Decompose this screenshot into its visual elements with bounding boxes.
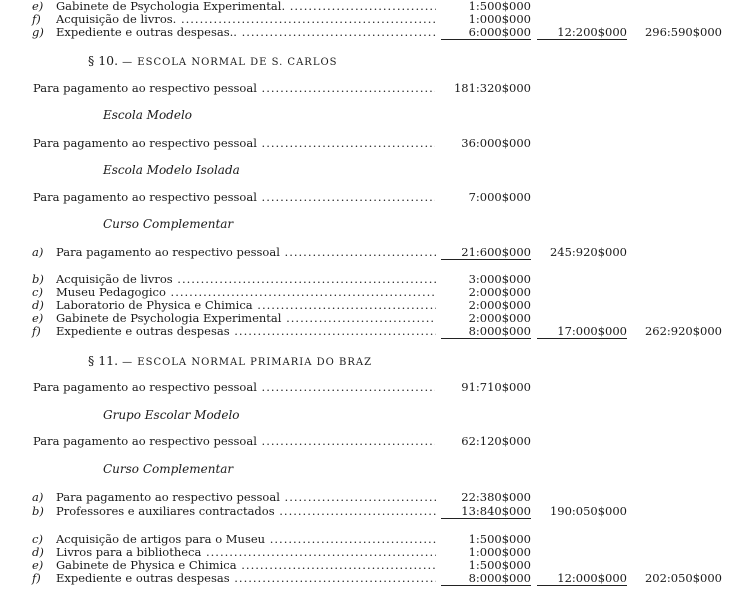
item-amount: 6:000$000 [441,25,531,40]
item-label: Livros para a bibliotheca ..... [56,545,436,559]
section-total: 262:920$000 [644,324,722,338]
item-amount: 62:120$000 [461,434,531,448]
item-label: Para pagamento ao respectivo pessoal ..... [33,136,435,150]
s10-isolada-row [0,190,747,204]
item-amount: 1:500$000 [468,558,531,572]
item-label: Professores e auxiliares contractados ..... [56,504,436,518]
s11-item-d [0,545,747,559]
item-label: Para pagamento ao respectivo pessoal ..... [33,380,435,394]
item-label: Acquisição de artigos para o Museu ..... [56,532,436,546]
item-marker: a) [32,490,44,504]
item-label: Expediente e outras despesas ..... [56,324,436,338]
s11-item-f [0,571,747,585]
item-label: Acquisição de livros ..... [56,272,436,286]
item-label: Para pagamento ao respectivo pessoal ..... [56,490,436,504]
section-heading [88,53,338,68]
item-marker: e) [32,311,44,325]
item-marker: e) [32,0,44,13]
item-amount: 181:320$000 [453,81,531,95]
item-marker: e) [32,558,44,572]
item-marker: a) [32,245,44,259]
item-marker: g) [32,25,44,39]
s10-personnel-row [0,81,747,95]
item-label: Gabinete de Psychologia Experimental ..... [56,311,436,325]
section-title: — ESCOLA NORMAL DE S. CARLOS [122,57,338,68]
item-label: Expediente e outras despesas ..... [56,571,436,585]
item-label: Expediente e outras despesas.. ..... [56,25,436,39]
s10-curso-a-row [0,245,747,259]
item-marker: f) [32,324,41,338]
item-marker: b) [32,504,44,518]
subsection-title: Escola Modelo [103,108,193,122]
s9-item-g [0,25,747,39]
item-subtotal: 12:000$000 [537,571,627,586]
s10-escola-modelo-row [0,136,747,150]
s11-grupo-row [0,434,747,448]
item-amount: 2:000$000 [468,285,531,299]
item-marker: f) [32,12,41,26]
item-amount: 91:710$000 [461,380,531,394]
item-marker: b) [32,272,44,286]
item-subtotal: 12:200$000 [537,25,627,40]
subsection-title: Curso Complementar [103,217,234,231]
item-label: Laboratorio de Physica e Chimica ..... [56,298,436,312]
section-total: 202:050$000 [644,571,722,585]
item-amount: 1:500$000 [468,0,531,13]
s11-personnel-row [0,380,747,394]
subsection-title: Grupo Escolar Modelo [103,408,240,422]
section-number: § 11. [88,353,119,368]
item-amount: 2:000$000 [468,298,531,312]
item-amount: 13:840$000 [441,504,531,519]
item-amount: 1:000$000 [468,12,531,26]
subsection-title: Curso Complementar [103,462,234,476]
item-subtotal: 17:000$000 [537,324,627,339]
item-label: Museu Pedagogico ..... [56,285,436,299]
section-number: § 10. [88,53,119,68]
section-heading [88,353,372,368]
item-amount: 2:000$000 [468,311,531,325]
item-marker: f) [32,571,41,585]
s10-item-b [0,272,747,286]
item-amount: 3:000$000 [468,272,531,286]
item-subtotal: 190:050$000 [549,504,627,518]
item-label: Para pagamento ao respectivo pessoal ..... [33,434,435,448]
item-amount: 36:000$000 [461,136,531,150]
s10-item-e [0,311,747,325]
subsection-title: Escola Modelo Isolada [103,163,240,177]
s9-item-f [0,12,747,26]
item-marker: c) [32,532,43,546]
item-amount: 8:000$000 [441,324,531,339]
item-amount: 7:000$000 [468,190,531,204]
item-amount: 8:000$000 [441,571,531,586]
s11-item-e [0,558,747,572]
item-label: Acquisição de livros. ..... [56,12,436,26]
s10-item-f [0,324,747,338]
item-marker: d) [32,298,44,312]
s10-item-d [0,298,747,312]
item-label: Para pagamento ao respectivo pessoal ..... [33,190,435,204]
item-marker: c) [32,285,43,299]
s10-item-c [0,285,747,299]
item-label: Para pagamento ao respectivo pessoal ..... [33,81,435,95]
item-amount: 22:380$000 [461,490,531,504]
item-marker: d) [32,545,44,559]
s11-curso-b-row [0,504,747,518]
item-subtotal: 245:920$000 [549,245,627,259]
item-amount: 21:600$000 [441,245,531,260]
item-label: Para pagamento ao respectivo pessoal ..... [56,245,436,259]
item-amount: 1:500$000 [468,532,531,546]
s11-curso-a-row [0,490,747,504]
s11-item-c [0,532,747,546]
item-label: Gabinete de Physica e Chimica ..... [56,558,436,572]
section-total: 296:590$000 [644,25,722,39]
item-label: Gabinete de Psychologia Experimental. ..... [56,0,436,13]
item-amount: 1:000$000 [468,545,531,559]
section-title: — ESCOLA NORMAL PRIMARIA DO BRAZ [122,357,373,368]
